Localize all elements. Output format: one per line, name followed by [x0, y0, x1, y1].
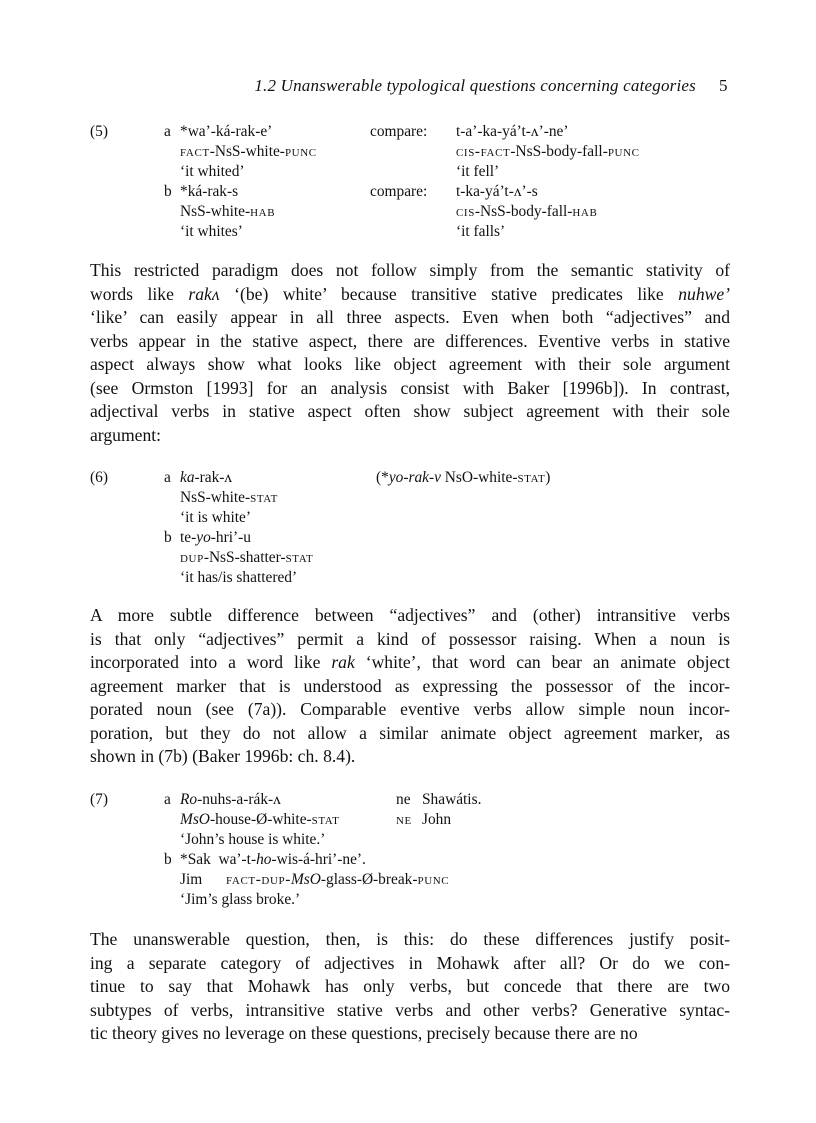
- example-number: (7): [90, 791, 108, 808]
- gloss-text: NsS-white-: [180, 489, 251, 506]
- gloss-text: -NsS-body-fall-: [474, 203, 573, 220]
- form-text: -nuhs-a-rák-ʌ: [197, 791, 281, 808]
- gloss-name: John: [422, 811, 452, 828]
- gloss-name: Jim: [180, 871, 203, 888]
- gloss-abbrev: ne: [396, 811, 412, 828]
- compare-translation: ‘it fell’: [456, 163, 500, 180]
- aside-text: (*: [376, 469, 389, 486]
- gloss-text: -house-Ø-white-: [209, 811, 312, 828]
- form-text: -hri’-u: [210, 529, 251, 546]
- form-italic: ho: [256, 851, 272, 868]
- text-line: ‘like’ can easily appear in all three aspects. Even when both “adjectives” and: [90, 307, 730, 327]
- form-italic: Ro: [180, 791, 198, 808]
- example-form: [180, 850, 366, 870]
- gloss-italic: MsO: [290, 871, 321, 888]
- italic-term: rak: [331, 652, 355, 672]
- form-text: te-: [180, 529, 197, 546]
- compare-label: compare:: [370, 123, 428, 140]
- body-paragraph: [90, 259, 730, 447]
- text-line: agreement marker that is understood as expressing the possessor of the incor-: [90, 675, 730, 696]
- aside-italic: yo-rak-v: [388, 469, 441, 486]
- text-line: adjectival verbs in stative aspect often show subject agreement with their sole: [90, 401, 730, 421]
- gloss-abbrev: cis: [456, 203, 475, 220]
- text-line: subtypes of verbs, intransitive stative verbs and other verbs? Generative syntac-: [90, 999, 730, 1020]
- form-text: -wis-á-hri’-ne’.: [271, 851, 366, 868]
- gloss-abbrev: stat: [250, 489, 278, 506]
- example-label: b: [164, 529, 172, 546]
- example-gloss: [180, 810, 339, 830]
- text-line: shown in (7b) (Baker 1996b: ch. 8.4).: [90, 746, 356, 766]
- compare-gloss: [456, 202, 597, 222]
- form-italic: ka: [180, 469, 195, 486]
- aside-text: NsO-white-: [440, 469, 518, 486]
- gloss-abbrev: punc: [607, 143, 640, 160]
- example-form: *ká-rak-s: [180, 183, 239, 200]
- body-paragraph: [90, 604, 730, 769]
- text-line: tinue to say that Mohawk has only verbs, but concede that there are two: [90, 976, 730, 996]
- text-line: words like rakʌ ‘(be) white’ because transitive stative predicates like nuhwe’: [90, 283, 731, 304]
- example-7: [90, 790, 730, 910]
- aside-text: ): [545, 469, 551, 486]
- text-line: ing a separate category of adjectives in Mohawk after all? Or do we con-: [90, 952, 730, 973]
- form-italic: yo: [196, 529, 211, 546]
- text-line: tic theory gives no leverage on these questions, precisely because there are no: [90, 1023, 638, 1043]
- example-label: b: [164, 851, 172, 868]
- example-translation: ‘John’s house is white.’: [180, 831, 326, 848]
- example-gloss: [180, 488, 278, 508]
- gloss-text: -NsS-shatter-: [203, 549, 286, 566]
- example-form: [180, 468, 232, 488]
- compare-translation: ‘it falls’: [456, 223, 506, 240]
- gloss-text: -NsS-body-fall-: [510, 143, 608, 160]
- example-6: [90, 468, 730, 588]
- compare-form: t-a’-ka-yá’t-ʌ’-ne’: [456, 123, 569, 140]
- body-paragraph: [90, 928, 730, 1046]
- example-gloss: [180, 142, 317, 162]
- text-line: aspect always show what looks like object agreement with their sole argument: [90, 354, 730, 374]
- form-text: -rak-ʌ: [194, 469, 233, 486]
- gloss-abbrev: hab: [572, 203, 598, 220]
- example-gloss: [180, 202, 275, 222]
- gloss-abbrev: dup: [180, 549, 204, 566]
- gloss-italic: MsO: [180, 811, 210, 828]
- text-line: argument:: [90, 424, 162, 445]
- text-line: The unanswerable question, then, is this: do these differences justify posit-: [90, 929, 730, 949]
- text-line: verbs appear in the stative aspect, there are differences. Eventive verbs in stative: [90, 330, 730, 351]
- gloss-text: -NsS-white-: [209, 143, 285, 160]
- gloss-abbrev: punc: [417, 871, 450, 888]
- compare-gloss: [456, 142, 640, 162]
- example-label: a: [164, 123, 171, 140]
- gloss-text: NsS-white-: [180, 203, 251, 220]
- gloss-abbrev: fact-dup-: [226, 871, 291, 888]
- gloss-abbrev: stat: [311, 811, 340, 828]
- example-gloss: [180, 548, 313, 568]
- gloss-abbrev: stat: [285, 549, 314, 566]
- example-form: [180, 790, 281, 810]
- text-line: porated noun (see (7a)). Comparable eventive verbs allow simple noun incor-: [90, 699, 730, 719]
- example-number: (5): [90, 123, 108, 140]
- gloss-abbrev: cis-fact: [456, 143, 511, 160]
- form-text: *Sak wa’-t-: [180, 851, 257, 868]
- example-form: [180, 528, 251, 548]
- page-number: 5: [719, 76, 728, 95]
- example-label: b: [164, 183, 172, 200]
- running-head: [0, 76, 816, 100]
- example-5: [90, 122, 730, 242]
- gloss-abbrev: punc: [284, 143, 317, 160]
- example-particle: ne: [396, 791, 411, 808]
- example-label: a: [164, 469, 171, 486]
- text-line: (see Ormston [1993] for an analysis consist with Baker [1996b]). In contrast,: [90, 377, 730, 398]
- text-line: A more subtle difference between “adjectives” and (other) intransitive verbs: [90, 605, 730, 625]
- example-aside: [376, 468, 550, 488]
- text-line: This restricted paradigm does not follow simply from the semantic stativity of: [90, 260, 730, 280]
- example-number: (6): [90, 469, 108, 486]
- example-translation: ‘it has/is shattered’: [180, 569, 298, 586]
- example-translation: ‘it whites’: [180, 223, 243, 240]
- compare-form: t-ka-yá’t-ʌ’-s: [456, 183, 538, 200]
- gloss-text: -glass-Ø-break-: [320, 871, 418, 888]
- example-translation: ‘it is white’: [180, 509, 251, 526]
- text-line: poration, but they do not allow a similar animate object agreement marker, as: [90, 722, 730, 743]
- compare-label: compare:: [370, 183, 428, 200]
- text-line: is that only “adjectives” permit a kind of possessor raising. When a noun is: [90, 628, 730, 649]
- example-label: a: [164, 791, 171, 808]
- example-name: Shawátis.: [422, 791, 482, 808]
- text-line: incorporated into a word like rak ‘white’, that word can bear an animate object: [90, 652, 730, 672]
- gloss-abbrev: hab: [250, 203, 276, 220]
- example-translation: ‘it whited’: [180, 163, 245, 180]
- italic-term: rakʌ: [188, 283, 220, 304]
- example-translation: ‘Jim’s glass broke.’: [180, 891, 301, 908]
- gloss-abbrev: fact: [180, 143, 210, 160]
- example-gloss: [226, 870, 449, 890]
- gloss-abbrev: stat: [517, 469, 546, 486]
- running-head-title: 1.2 Unanswerable typological questions concerning categories: [254, 76, 696, 95]
- italic-term: nuhwe’: [678, 283, 731, 304]
- example-form: *wa’-ká-rak-e’: [180, 123, 273, 140]
